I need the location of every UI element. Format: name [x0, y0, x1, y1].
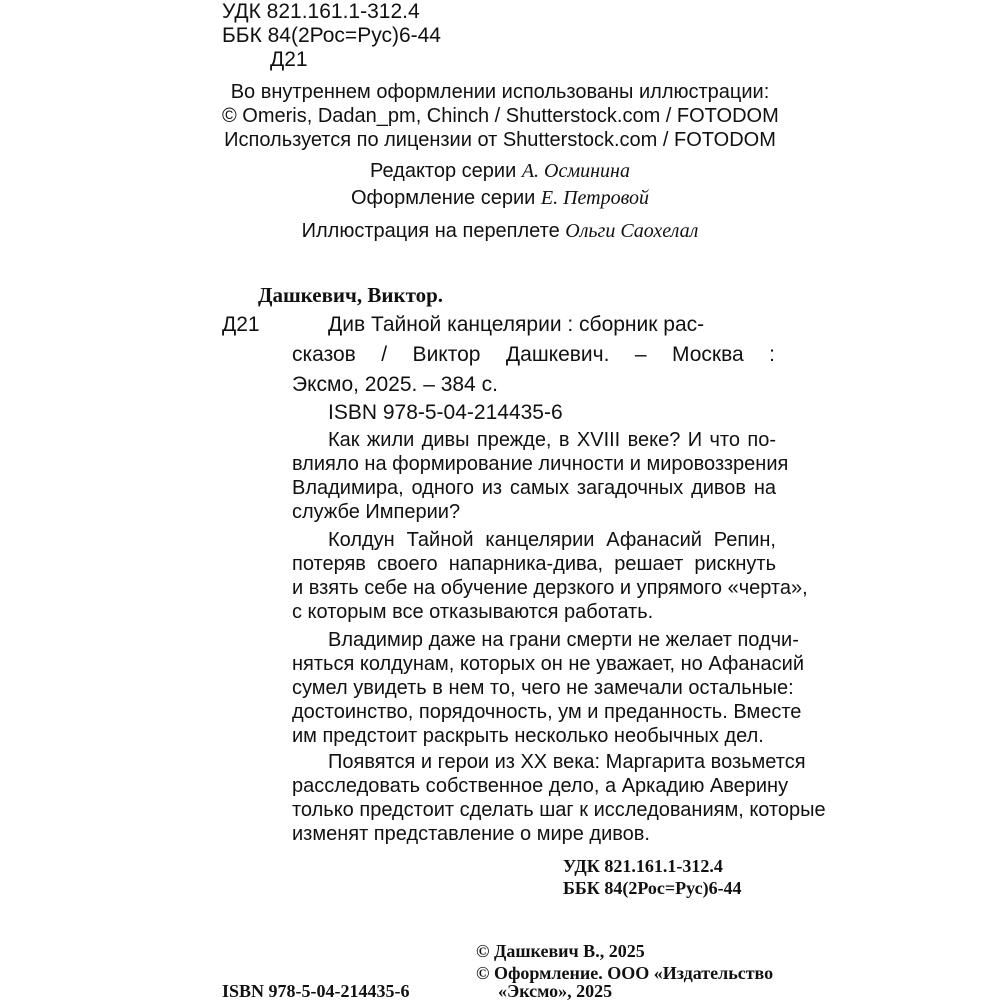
copyright-design-line-2: «Эксмо», 2025 [498, 981, 613, 1001]
annotation-p2-line-1: Колдун Тайной канцелярии Афанасий Репин, [328, 529, 776, 551]
annotation-p1-line-2: влияло на формирование личности и мировоззрения [292, 453, 789, 475]
cover-illustration-label: Иллюстрация на переплете [301, 220, 560, 242]
copyright-author: © Дашкевич В., 2025 [476, 941, 645, 961]
annotation-p3-line-2: няться колдунам, которых он не уважает, но Афанасий [292, 653, 805, 675]
cover-illustration [222, 219, 778, 243]
catalog-description-line-1 [328, 310, 775, 340]
top-bbk: ББК 84(2Рос=Рус)6-44 [222, 24, 441, 47]
cover-illustration-name: Ольги Саохелал [565, 220, 699, 242]
bottom-isbn: ISBN 978-5-04-214435-6 [222, 981, 410, 1001]
series-editor-name: А. Осминина [521, 160, 630, 182]
annotation-p2-line-3: и взять себе на обучение дерзкого и упрямого «черта», [292, 577, 808, 599]
catalog-author-sign: Д21 [222, 313, 260, 336]
annotation-p4-line-1: Появятся и герои из XX века: Маргарита возьмется [328, 751, 806, 773]
annotation-p4-line-2: расследовать собственное дело, а Аркадию Аверину [292, 775, 789, 797]
catalog-description-text-1: Див Тайной канцелярии : сборник рас- [328, 313, 705, 336]
top-author-sign: Д21 [270, 48, 308, 71]
annotation-p1-line-3: Владимира, одного из самых загадочных дивов на [292, 477, 776, 499]
series-design [222, 186, 778, 210]
series-design-name: Е. Петровой [540, 187, 649, 209]
catalog-isbn: ISBN 978-5-04-214435-6 [328, 401, 563, 424]
series-editor [222, 159, 778, 183]
annotation-p2-line-4: с которым все отказываются работать. [292, 601, 654, 623]
illustrations-credit-line-2: © Omeris, Dadan_pm, Chinch / Shutterstock.com / FOTODOM [222, 105, 779, 127]
annotation-p4-line-3: только предстоит сделать шаг к исследованиям, которые [292, 799, 826, 821]
series-design-label: Оформление серии [351, 187, 536, 209]
copyright-design-line-1: © Оформление. ООО «Издательство [476, 963, 774, 983]
license-line: Используется по лицензии от Shutterstock.com / FOTODOM [224, 129, 776, 151]
bottom-udk: УДК 821.161.1-312.4 [563, 856, 723, 876]
annotation-p1-line-4: службе Империи? [292, 501, 461, 523]
illustrations-credit-line-1: Во внутреннем оформлении использованы иллюстрации: [230, 81, 770, 103]
catalog-description-line-3: Эксмо, 2025. – 384 с. [292, 373, 498, 396]
top-udk: УДК 821.161.1-312.4 [222, 0, 420, 23]
annotation-p2-line-2: потеряв своего напарника-дива, решает рискнуть [292, 553, 776, 575]
series-editor-label: Редактор серии [370, 160, 517, 182]
annotation-p3-line-1: Владимир даже на грани смерти не желает подчи- [328, 629, 799, 651]
annotation-p3-line-5: им предстоит раскрыть несколько необычных дел. [292, 725, 764, 747]
annotation-p4-line-4: изменят представление о мире дивов. [292, 823, 650, 845]
catalog-author-heading: Дашкевич, Виктор. [258, 283, 444, 307]
annotation-p1-line-1: Как жили дивы прежде, в XVIII веке? И что по- [328, 429, 776, 451]
annotation-p3-line-4: достоинство, порядочность, ум и преданность. Вместе [292, 701, 802, 723]
bottom-bbk: ББК 84(2Рос=Рус)6-44 [563, 878, 742, 898]
annotation-p3-line-3: сумел увидеть в нем то, чего не замечали остальные: [292, 677, 794, 699]
catalog-description-line-2: сказов / Виктор Дашкевич. – Москва : [292, 343, 775, 366]
